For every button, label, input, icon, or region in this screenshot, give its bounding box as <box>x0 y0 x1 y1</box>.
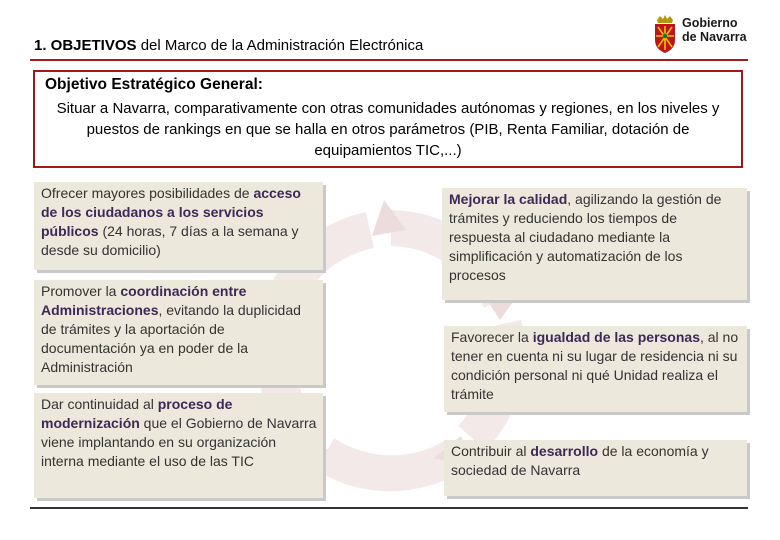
objective-card-modernization <box>34 393 323 498</box>
card-highlight: desarrollo <box>530 443 599 459</box>
card-text: Contribuir al <box>451 443 531 459</box>
gobierno-de-navarra-logo <box>652 14 752 56</box>
card-highlight: proceso de modernización <box>41 396 233 431</box>
title-section-number: 1. OBJETIVOS <box>34 37 137 54</box>
card-highlight: acceso de los ciudadanos a los servicios públicos <box>41 185 301 239</box>
card-text: Favorecer la <box>451 329 533 345</box>
card-highlight: Mejorar la calidad <box>449 191 568 207</box>
card-text: de la economía y sociedad de Navarra <box>451 443 709 478</box>
objective-card-access <box>34 182 323 270</box>
card-text: que el Gobierno de Navarra viene implantando en su organización interna mediante el uso de las TIC <box>41 415 317 469</box>
logo-line-1: Gobierno <box>682 16 738 30</box>
card-text: Promover la <box>41 283 121 299</box>
logo-text <box>682 16 747 44</box>
card-text: , agilizando la gestión de trámites y reduciendo los tiempos de respuesta al ciudadano mediante la simplificación y automatización de los procesos <box>449 191 722 283</box>
objective-card-coordination <box>34 280 323 385</box>
objective-card-quality <box>442 188 747 300</box>
page-title <box>34 37 423 54</box>
footer-divider <box>30 507 748 509</box>
logo-line-2: de Navarra <box>682 30 747 44</box>
objective-card-equality <box>444 326 747 412</box>
strategic-objective-title: Objetivo Estratégico General: <box>45 76 263 93</box>
card-text: Dar continuidad al <box>41 396 158 412</box>
strategic-objective-text: Situar a Navarra, comparativamente con otras comunidades autónomas y regiones, en los niveles y puestos de rankings en que se halla en otros parámetros (PIB, Renta Familiar, dotación de equipamientos TIC,...) <box>56 100 720 159</box>
card-highlight: igualdad de las personas <box>532 329 700 345</box>
objective-card-development <box>444 440 747 496</box>
card-text: Ofrecer mayores posibilidades de <box>41 185 254 201</box>
card-text: , al no tener en cuenta ni su lugar de residencia ni su condición personal ni qué Unidad realiza el trámite <box>451 329 739 402</box>
navarra-coat-of-arms-icon <box>652 14 678 54</box>
title-rest: del Marco de la Administración Electrónica <box>136 37 424 54</box>
card-highlight: coordinación entre Administraciones <box>41 283 247 318</box>
card-text: , evitando la duplicidad de trámites y la aportación de documentación ya en poder de la Administración <box>41 302 301 375</box>
card-text: (24 horas, 7 días a la semana y desde su domicilio) <box>41 223 299 258</box>
strategic-objective-box <box>33 70 743 168</box>
header-divider <box>30 59 748 61</box>
